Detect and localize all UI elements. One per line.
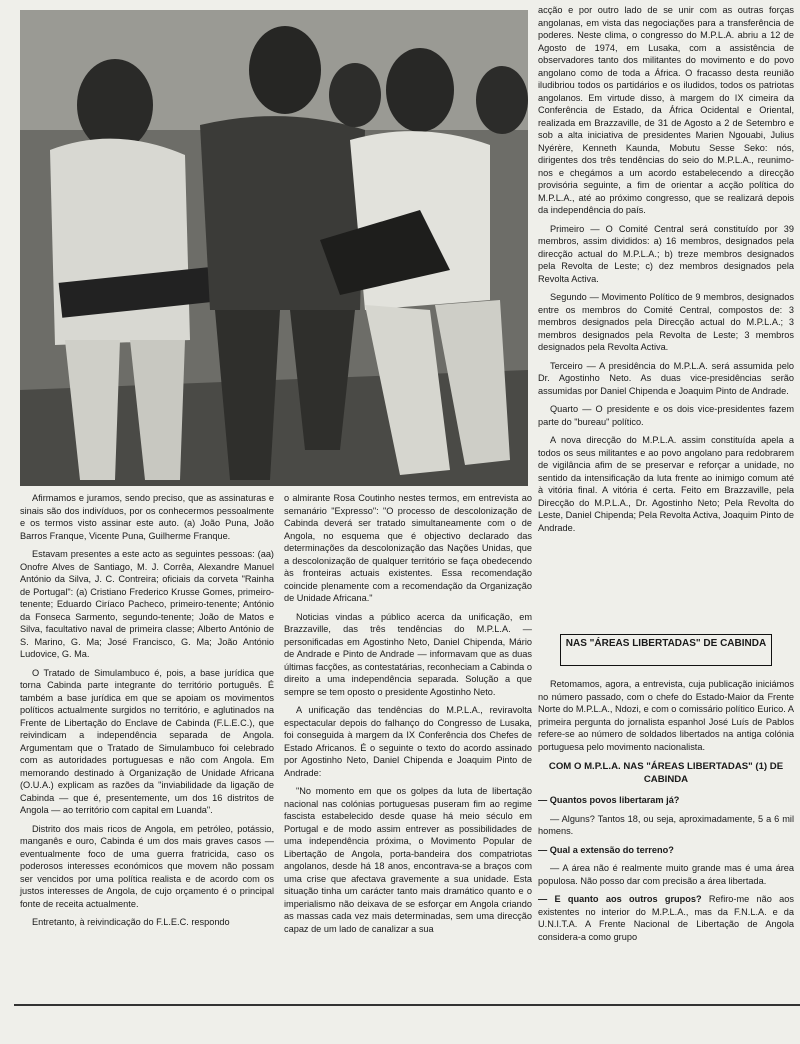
paragraph: O Tratado de Simulambuco é, pois, a base jurídica que torna Cabinda parte integrante do território português. É também a base jurídica em que se apoiam os movimentos políticos actualmente surgidos no território, e aglutinados na Frente de Libertação do Enclave de Cabinda (F.L.E.C.), que reivindicam a independência separada de Angola. Argumentam que o Tratado de Simulambuco foi celebrado com as autoridades portuguesas e não com Angola. Em memorando destinado à Organização de Unidade Africana (O.U.A.) explicam as razões da "inviabilidade da ligação de Cabinda — que é, presentemente, um dos 16 distritos de Angola — ao território com capital em Luanda". <box>20 667 274 815</box>
paragraph: Retomamos, agora, a entrevista, cuja publicação iniciámos no número passado, com o chefe do Estado-Maior da Frente Norte do M.P.L.A., Ndozi, e com o comissário político Eurico. A primeira pergunta do jornalista espanhol José Luís de Pablos refere-se ao número de soldados libertados na antiga colónia portuguesa pelo movimento nacionalista. <box>538 679 794 752</box>
paragraph: Afirmamos e juramos, sendo preciso, que as assinaturas e sinais são dos indivíduos, por os conhecermos pessoalmente e os termos visto assinar este auto. (a) João Puna, João Barros Franque, Vicente Puna, Guilherme Franque. <box>20 493 274 541</box>
paragraph: Primeiro — O Comité Central será constituído por 39 membros, assim divididos: a) 16 membros, designados pela direcção actual do M.P.L.A.; b) treze membros designados pela Revolta de Leste; c) dez membros designados pela Revolta Activa. <box>538 223 794 284</box>
paragraph: Segundo — Movimento Político de 9 membros, designados entre os membros do Comité Central, compostos de: 3 membros designados pela Direcção actual do M.P.L.A.; 3 membros designados pela Revolta de Leste; 3 membros designados pela Revolta Activa. <box>538 292 794 352</box>
paragraph: Distrito dos mais ricos de Angola, em petróleo, potássio, manganês e ouro, Cabinda é um dos mais graves casos — eventualmente foco de uma guerra fratricida, caso os poderosos interesses económicos que movem não possam ser vencidos por uma política realista e de acordo com os justos interesses de Angola, de cujo orçamento é o principal fonte de receita actualmente. <box>20 823 274 909</box>
paragraph: Terceiro — A presidência do M.P.L.A. será assumida pelo Dr. Agostinho Neto. As duas vice-presidências serão assumidas por Daniel Chipenda e Joaquim Pinto de Andrade. <box>538 360 794 396</box>
article-column-middle <box>284 492 532 941</box>
qa-line: — Alguns? Tantos 18, ou seja, aproximadamente, 5 a 6 mil homens. <box>538 813 794 836</box>
paragraph: o almirante Rosa Coutinho nestes termos, em entrevista ao semanário "Expresso": "O processo de descolonização de Cabinda deverá ser tratado simultaneamente com o de Angola, no esquema que é objectivo declarado das determinações da descolonização das Nações Unidas, que a descolonização de qualquer território se faça obedecendo às fronteiras actuais existentes. Essa recomendação coincide plenamente com a recomendação da Organização de Unidade Africana." <box>284 493 532 603</box>
paragraph: Estavam presentes a este acto as seguintes pessoas: (aa) Onofre Alves de Santiago, M. J. Corrêa, Alexandre Manuel António da Silva, J. C. Contreira; oficiais da corveta "Rainha de Portugal": (a) Cristiano Frederico Krusse Gomes, primeiro-tenente; Eduardo Ciríaco Pacheco, primeiro-tenente; António da Fonseca Sarmento, segundo-tenente; João de Matos e Silva, facultativo naval de primeira classe; Alberto António de S. Marino, G. Ma; José Francisco, G. Ma; João António Ludovice, G. Ma. <box>20 549 274 659</box>
paragraph: Noticias vindas a público acerca da unificação, em Brazzaville, das três tendências do M.P.L.A. — personificadas em Agostinho Neto, Daniel Chipenda, Mário de Andrade e Pinto de Andrade — informavam que as duas últimas facções, as contestatárias, reconheciam a Cabinda o direito a uma independência separada. Solução a que sempre se tem oposto o presidente Agostinho Neto. <box>284 611 532 697</box>
photograph <box>20 10 528 486</box>
qa-line: — Quantos povos libertaram já? <box>538 795 680 805</box>
paragraph: acção e por outro lado de se unir com as outras forças angolanas, em vista das negociações para a transferência de poderes. Neste clima, o congresso do M.P.L.A. abriu a 12 de Agosto de 1974, em Lusaka, com a assistência de observadores tanto dos militantes do movimento e do povo angolano como de toda a África. O fracasso desta reunião iludibriou todos os partidários e os iludidos, todos os patriotas angolanos. Em virtude disso, à margem do IX cimeira da Conferência de Estado, da África Ocidental e Oriental, realizada em Brazzaville, de 31 de Agosto a 2 de Setembro e sob a alta iniciativa de presidentes Marien Ngouabi, Julius Nyérère, Kenneth Kaunda, Mobutu Sesse Seko: nós, dirigentes dos três tendências do seio do M.P.L.A., reunimo-nos e chegámos a um acordo estabelecendo a direcção provisória seguinte, a fim de orientar a acção política do M.P.L.A., até ao próximo congresso, que se realizará depois da independência do país. <box>538 5 794 215</box>
interview-heading: COM O M.P.L.A. NAS "ÁREAS LIBERTADAS" (1) DE CABINDA <box>548 761 784 785</box>
section-title-box <box>560 634 772 666</box>
section-title: NAS "ÁREAS LIBERTADAS" DE CABINDA <box>565 638 767 649</box>
paragraph: A unificação das tendências do M.P.L.A., reviravolta espectacular depois do falhanço do Congresso de Lusaka, foi conseguida à margem da IX Conferência dos Chefes de Estado Africanos. É o seguinte o texto do acordo assinado por Agostinho Neto, Daniel Chipenda e Joaquim Pinto de Andrade: <box>284 705 532 778</box>
article-column-right-top <box>538 4 794 540</box>
paragraph: Quarto — O presidente e os dois vice-presidentes fazem parte do "bureau" político. <box>538 404 794 427</box>
qa-line: — A área não é realmente muito grande mas é uma área populosa. Não posso dar com precisão a área libertada. <box>538 863 794 886</box>
paragraph: A nova direcção do M.P.L.A. assim constituída apela a todos os seus militantes e ao povo angolano para redobrarem de vigilância afim de se preservar e reforçar a unidade, no sentido da intensificação da luta frente ao inimigo comum até à vitória final. A vitória é certa. Feito em Brazzaville, pela Direcção do M.P.L.A., Dr. Agostinho Neto; Pela Revolta do Leste, Daniel Chipenda; Pela Revolta Activa, Joaquim Pinto de Andrade. <box>538 435 794 533</box>
photo-illustration <box>20 10 528 486</box>
qa-line: — Qual a extensão do terreno? <box>538 844 674 855</box>
article-column-left <box>20 492 274 935</box>
bottom-rule <box>14 1004 800 1006</box>
paragraph: "No momento em que os golpes da luta de libertação nacional nas colónias portuguesas puseram fim ao regime fascista estabelecido desde quase há meio século em Portugal e de modo assim entrever as possibilidades de uma independência próxima, o Movimento Popular de Libertação de Angola, porta-bandeira dos compatriotas angolanos, desde há 18 anos, encontrava-se a braços com uma crise que afectava gravemente a sua unidade. Esta situação tinha um carácter tanto mais dramático quanto e o imperialismo não deixava de se esforçar em Angola criando as massas cada vez mais determinadas, sem uma direcção capaz de um lado de canalizar a sua <box>284 786 532 934</box>
qa-line: — E quanto aos outros grupos? Refiro-me não aos existentes no interior do M.P.L.A., mas da F.N.L.A. e da U.N.I.T.A. A Frente Nacional de Libertação de Angola considera-a como grupo <box>538 894 794 942</box>
article-column-right-low <box>538 678 794 949</box>
paragraph: Entretanto, à reivindicação do F.L.E.C. respondo <box>32 917 230 927</box>
